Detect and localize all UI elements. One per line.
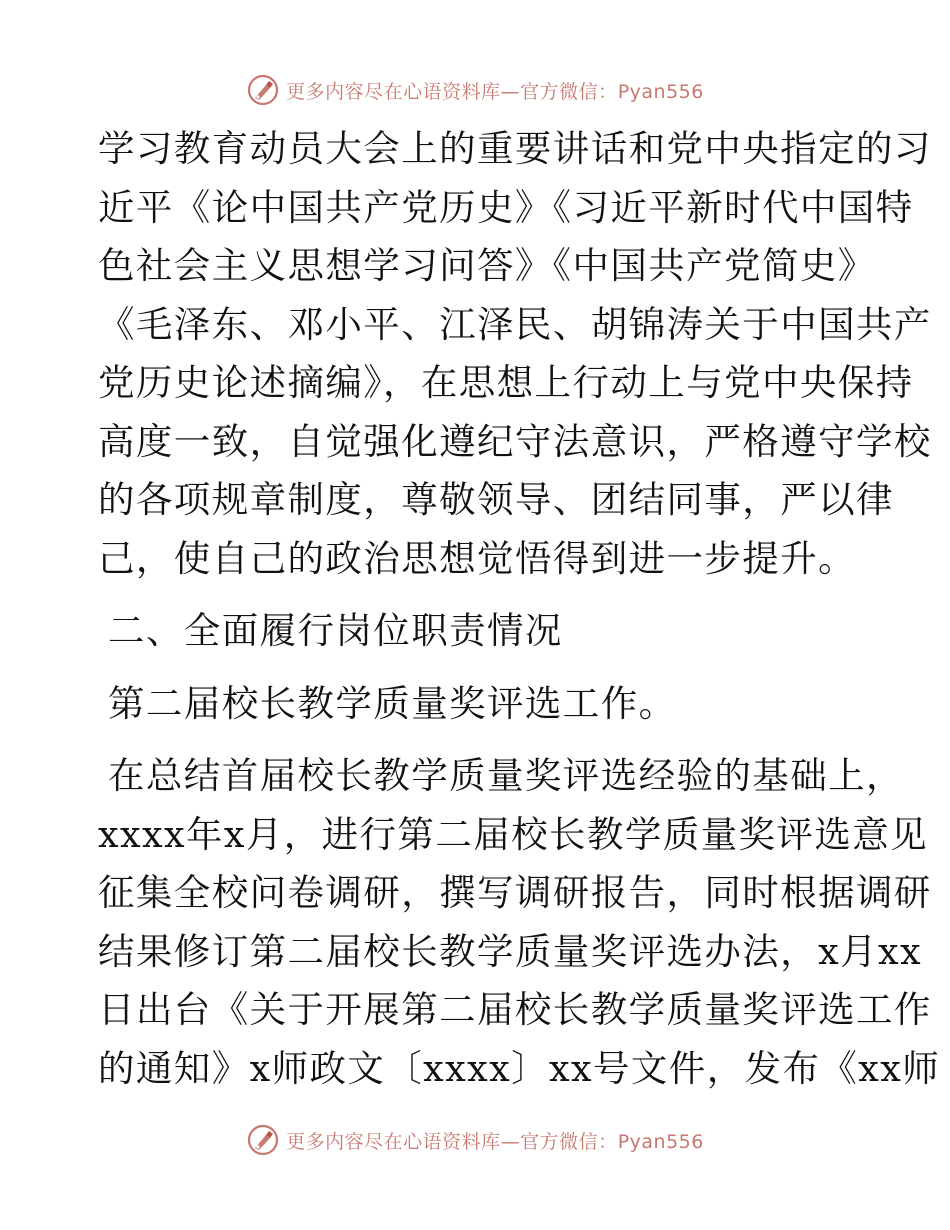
paragraph-1-line-7: 的各项规章制度，尊敬领导、团结同事，严以律 bbox=[98, 478, 894, 521]
paragraph-1-line-1: 学习教育动员大会上的重要讲话和党中央指定的习 bbox=[98, 127, 932, 170]
watermark-dash: — bbox=[500, 1130, 521, 1153]
paragraph-1-line-5: 党历史论述摘编》，在思想上行动上与党中央保持 bbox=[98, 361, 914, 404]
paragraph-1-line-2: 近平《论中国共产党历史》《习近平新时代中国特 bbox=[98, 185, 914, 229]
paragraph-1-line-3: 色社会主义思想学习问答》《中国共产党简史》 bbox=[98, 244, 876, 287]
paragraph-1-line-6: 高度一致，自觉强化遵纪守法意识，严格遵守学校 bbox=[98, 419, 932, 463]
paragraph-2-line-2: xxxx年x月，进行第二届校长教学质量奖评选意见 bbox=[98, 812, 929, 856]
paragraph-1-line-8: 己，使自己的政治思想觉悟得到进一步提升。 bbox=[98, 536, 856, 580]
pen-nib-logo-icon bbox=[246, 1123, 280, 1157]
paragraph-1-line-4: 《毛泽东、邓小平、江泽民、胡锦涛关于中国共产 bbox=[98, 302, 932, 346]
watermark-wechat-id: Pyan556 bbox=[617, 80, 704, 103]
watermark-wechat-id: Pyan556 bbox=[617, 1130, 704, 1153]
subsection-heading: 第二届校长教学质量奖评选工作。 bbox=[108, 681, 677, 725]
pen-nib-logo-icon bbox=[246, 73, 280, 107]
watermark-main-text: 更多内容尽在心语资料库 bbox=[286, 80, 501, 103]
watermark-label: 官方微信： bbox=[520, 1130, 618, 1153]
watermark-text bbox=[286, 77, 704, 104]
footer-watermark bbox=[0, 1120, 950, 1160]
document-body bbox=[98, 120, 941, 1098]
watermark-text bbox=[286, 1127, 704, 1154]
paragraph-2-line-6: 的通知》x师政文〔xxxx〕xx号文件，发布《xx师 bbox=[98, 1046, 941, 1090]
paragraph-2-line-5: 日出台《关于开展第二届校长教学质量奖评选工作 bbox=[98, 988, 932, 1031]
watermark-main-text: 更多内容尽在心语资料库 bbox=[286, 1130, 501, 1153]
paragraph-1 bbox=[98, 120, 932, 588]
watermark-dash: — bbox=[500, 80, 521, 103]
paragraph-2 bbox=[98, 747, 941, 1098]
paragraph-2-line-3: 征集全校问卷调研，撰写调研报告，同时根据调研 bbox=[98, 871, 932, 914]
header-watermark bbox=[0, 70, 950, 110]
section-heading: 二、全面履行岗位职责情况 bbox=[108, 609, 563, 652]
paragraph-2-line-4: 结果修订第二届校长教学质量奖评选办法，x月xx bbox=[98, 929, 922, 973]
watermark-label: 官方微信： bbox=[520, 80, 618, 103]
paragraph-2-line-1: 在总结首届校长教学质量奖评选经验的基础上， bbox=[108, 754, 904, 797]
